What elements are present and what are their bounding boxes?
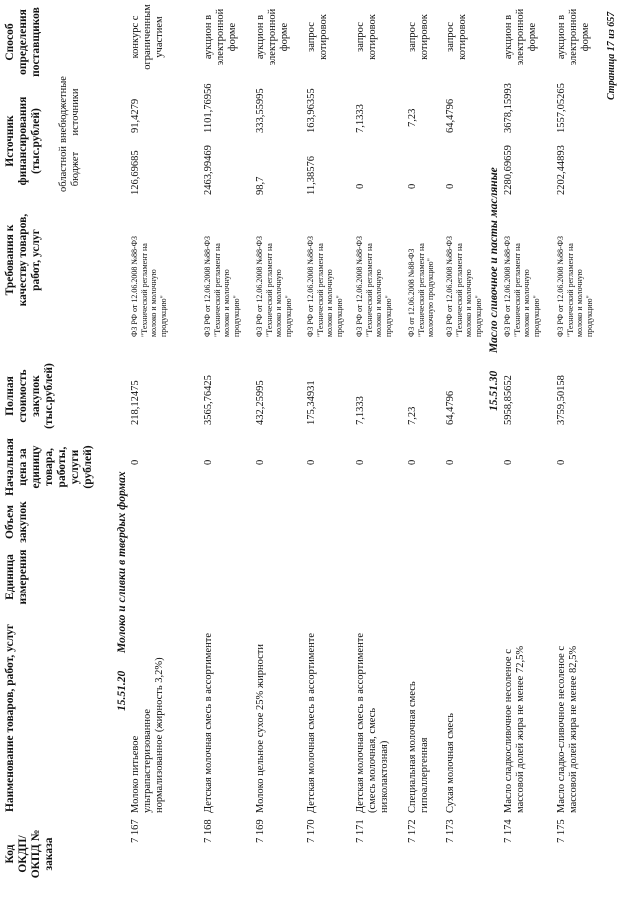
header-funding: Источник финансирования (тыс.рублей)	[4, 96, 42, 186]
row-requirements: ФЗ РФ от 12.06.2008 №88-ФЗ "Технический регламент на молоко и молочную продукцию"	[503, 236, 541, 337]
row-total: 3565,76425	[203, 375, 214, 425]
row-price: 0	[503, 459, 514, 465]
row-regional: 126,69685	[130, 150, 141, 195]
row-number: 7 172	[407, 819, 418, 843]
row-total: 3759,50158	[556, 375, 567, 425]
row-price: 0	[130, 459, 141, 465]
row-number: 7 171	[355, 819, 366, 843]
section-title: Масло сливочное и пасты масляные	[488, 167, 500, 353]
row-extra: 7,1333	[355, 104, 366, 133]
row-number: 7 175	[556, 819, 567, 843]
row-method: запрос котировок	[355, 14, 378, 60]
row-extra: 333,55995	[255, 88, 266, 133]
row-total: 7,23	[407, 406, 418, 425]
row-number: 7 174	[503, 819, 514, 843]
row-name: Детская молочная смесь в ассортименте	[203, 633, 214, 813]
row-price: 0	[445, 459, 456, 465]
row-method: запрос котировок	[407, 14, 430, 60]
header-name: Наименование товаров, работ, услуг	[4, 623, 16, 813]
row-requirements: ФЗ РФ от 12.06.2008 №88-ФЗ "Технический регламент на молоко и молочную продукцию"	[306, 236, 344, 337]
row-name: Масло сладко-сливочное несоленое с массовой долей жира не менее 82,5%	[556, 645, 579, 813]
row-total: 175,34931	[306, 380, 317, 425]
row-price: 0	[203, 459, 214, 465]
section-title: Молоко и сливки в твердых формах	[116, 471, 128, 653]
row-requirements: ФЗ РФ от 12.06.2008 №88-ФЗ "Технический регламент на молоко и молочную продукцию"	[556, 236, 594, 337]
row-number: 7 169	[255, 819, 266, 843]
row-regional: 98,7	[255, 176, 266, 195]
row-name: Молоко цельное сухое 25% жирности	[255, 644, 266, 813]
row-regional: 0	[407, 183, 418, 189]
row-regional: 2463,99469	[203, 145, 214, 195]
row-method: аукцион в электронной форме	[255, 8, 290, 66]
row-total: 218,12475	[130, 380, 141, 425]
row-number: 7 167	[130, 819, 141, 843]
row-number: 7 173	[445, 819, 456, 843]
row-regional: 11,38576	[306, 156, 317, 195]
row-total: 5958,85652	[503, 375, 514, 425]
header-total: Полная стоимость закупок (тыс.рублей)	[4, 363, 55, 429]
row-requirements: ФЗ РФ от 12.06.2008 №88-ФЗ "Технический регламент на молоко и молочную продукцию"	[255, 236, 293, 337]
row-number: 7 170	[306, 819, 317, 843]
header-method: Способ определения поставщиков	[4, 7, 42, 77]
row-method: конкурс с ограниченным участием	[130, 4, 165, 70]
row-requirements: ФЗ РФ от 12.06.2008 №88-ФЗ "Технический регламент на молоко и молочную продукцию"	[445, 236, 483, 337]
row-extra: 163,96355	[306, 88, 317, 133]
row-requirements: ФЗ РФ от 12.06.2008 №88-ФЗ "Технический регламент на молоко и молочную продукцию"	[355, 236, 393, 337]
row-total: 432,25995	[255, 380, 266, 425]
row-requirements: ФЗ от 12.06.2008 №88-ФЗ "Технический регламент на молочную продукцию"	[407, 243, 435, 337]
header-funding-extra: внебюджетные источники	[58, 76, 81, 143]
row-extra: 1101,76956	[203, 83, 214, 133]
row-method: запрос котировок	[445, 14, 468, 60]
section-code: 15.51.30	[488, 370, 500, 411]
row-method: аукцион в электронной форме	[503, 8, 538, 66]
header-requirements: Требования к качеству товаров, работ, услуг	[4, 213, 42, 307]
row-extra: 64,4796	[445, 98, 456, 133]
row-name: Сухая молочная смесь	[445, 713, 456, 813]
section-code: 15.51.20	[116, 670, 128, 711]
row-name: Детская молочная смесь в ассортименте	[306, 633, 317, 813]
row-name: Детская молочная смесь в ассортименте (смесь молочная, смесь низколактозная)	[355, 633, 390, 813]
header-volume: Объем закупок	[4, 501, 29, 543]
row-regional: 2280,69659	[503, 145, 514, 195]
row-name: Молоко питьевое ультрапастеризованное нормализованное (жирность 3,2%)	[130, 657, 165, 813]
row-total: 7,1333	[355, 396, 366, 425]
row-price: 0	[556, 459, 567, 465]
row-requirements: ФЗ РФ от 12.06.2008 №88-ФЗ "Технический регламент на молоко и молочную продукцию"	[203, 236, 241, 337]
row-price: 0	[407, 459, 418, 465]
row-regional: 2202,44893	[556, 145, 567, 195]
row-extra: 91,4279	[130, 98, 141, 133]
header-funding-regional: областной бюджет	[58, 146, 81, 192]
row-method: запрос котировок	[306, 14, 329, 60]
row-method: аукцион в электронной форме	[203, 8, 238, 66]
row-regional: 0	[445, 183, 456, 189]
row-extra: 7,23	[407, 108, 418, 127]
row-price: 0	[355, 459, 366, 465]
header-price: Начальная цена за единицу товара, работы, услуги (рублей)	[4, 438, 94, 496]
row-name: Специальная молочная смесь гипоаллергенная	[407, 681, 430, 813]
row-number: 7 168	[203, 819, 214, 843]
row-method: аукцион в электронной форме	[556, 8, 591, 66]
row-requirements: ФЗ РФ от 12.06.2008 №88-ФЗ "Технический регламент на молоко и молочную продукцию"	[130, 236, 168, 337]
row-name: Масло сладкосливочное несоленое с массовой долей жира не менее 72,5%	[503, 645, 526, 813]
page-number: Страница 17 из 657	[606, 11, 617, 100]
row-regional: 0	[355, 183, 366, 189]
row-price: 0	[306, 459, 317, 465]
header-code: Код ОКДП/ ОКПД № заказа	[4, 829, 55, 879]
row-price: 0	[255, 459, 266, 465]
row-extra: 3678,15993	[503, 83, 514, 133]
row-extra: 1557,05265	[556, 83, 567, 133]
header-unit: Единица измерения	[4, 549, 29, 605]
row-total: 64,4796	[445, 390, 456, 425]
